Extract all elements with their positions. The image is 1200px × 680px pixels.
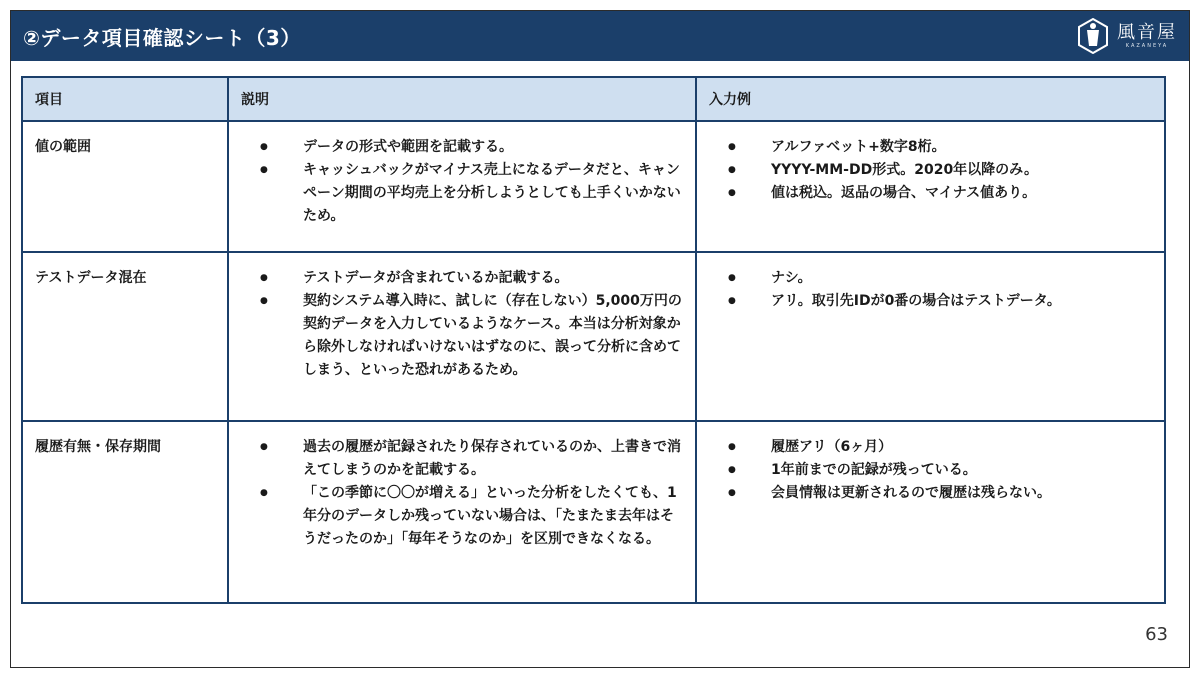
- row-description-cell: [228, 121, 696, 252]
- table-row: [22, 421, 1165, 603]
- description-bullet: ● データの形式や範囲を記載する。: [241, 136, 683, 159]
- description-bullet: ● キャッシュバックがマイナス売上になるデータだと、キャンペーン期間の平均売上を分析しようとしても上手くいかないため。: [241, 159, 683, 228]
- table-row: [22, 121, 1165, 252]
- table-header-row: [22, 77, 1165, 121]
- data-item-table: [21, 76, 1166, 604]
- example-bullet: ● アリ。取引先IDが0番の場合はテストデータ。: [709, 290, 1152, 313]
- page-number: 63: [1145, 624, 1168, 645]
- company-logo: [1077, 15, 1177, 57]
- row-example-cell: [696, 421, 1165, 603]
- example-bullet: ● 履歴アリ（6ヶ月）: [709, 436, 1152, 459]
- row-item-label: テストデータ混在: [22, 252, 228, 421]
- table-row: [22, 252, 1165, 421]
- slide-title: ②データ項目確認シート（3）: [23, 26, 301, 50]
- row-example-cell: [696, 252, 1165, 421]
- row-example-cell: [696, 121, 1165, 252]
- example-bullet: ● YYYY-MM-DD形式。2020年以降のみ。: [709, 159, 1152, 182]
- row-item-label: 履歴有無・保存期間: [22, 421, 228, 603]
- example-bullet: ● 1年前までの記録が残っている。: [709, 459, 1152, 482]
- column-header-item: 項目: [22, 77, 228, 121]
- example-bullet: ● 会員情報は更新されるので履歴は残らない。: [709, 482, 1152, 505]
- column-header-description: 説明: [228, 77, 696, 121]
- description-bullet: ● テストデータが含まれているか記載する。: [241, 267, 683, 290]
- logo-text: 風音屋: [1117, 22, 1177, 43]
- description-bullet: ● 契約システム導入時に、試しに（存在しない）5,000万円の契約データを入力しているようなケース。本当は分析対象から除外しなければいけないはずなのに、誤って分析に含めてしまう、といった恐れがあるため。: [241, 290, 683, 382]
- row-description-cell: [228, 252, 696, 421]
- column-header-example: 入力例: [696, 77, 1165, 121]
- row-item-label: 値の範囲: [22, 121, 228, 252]
- logo-hexagon-icon: [1077, 18, 1109, 54]
- example-bullet: ● アルファベット+数字8桁。: [709, 136, 1152, 159]
- example-bullet: ● ナシ。: [709, 267, 1152, 290]
- logo-subtext: KAZANEYA: [1125, 43, 1169, 49]
- description-bullet: ● 過去の履歴が記録されたり保存されているのか、上書きで消えてしまうのかを記載する。: [241, 436, 683, 482]
- slide-header: [11, 11, 1189, 61]
- example-bullet: ● 値は税込。返品の場合、マイナス値あり。: [709, 182, 1152, 205]
- row-description-cell: [228, 421, 696, 603]
- description-bullet: ● 「この季節に〇〇が増える」といった分析をしたくても、1年分のデータしか残っていない場合は、「たまたま去年はそうだったのか」「毎年そうなのか」を区別できなくなる。: [241, 482, 683, 551]
